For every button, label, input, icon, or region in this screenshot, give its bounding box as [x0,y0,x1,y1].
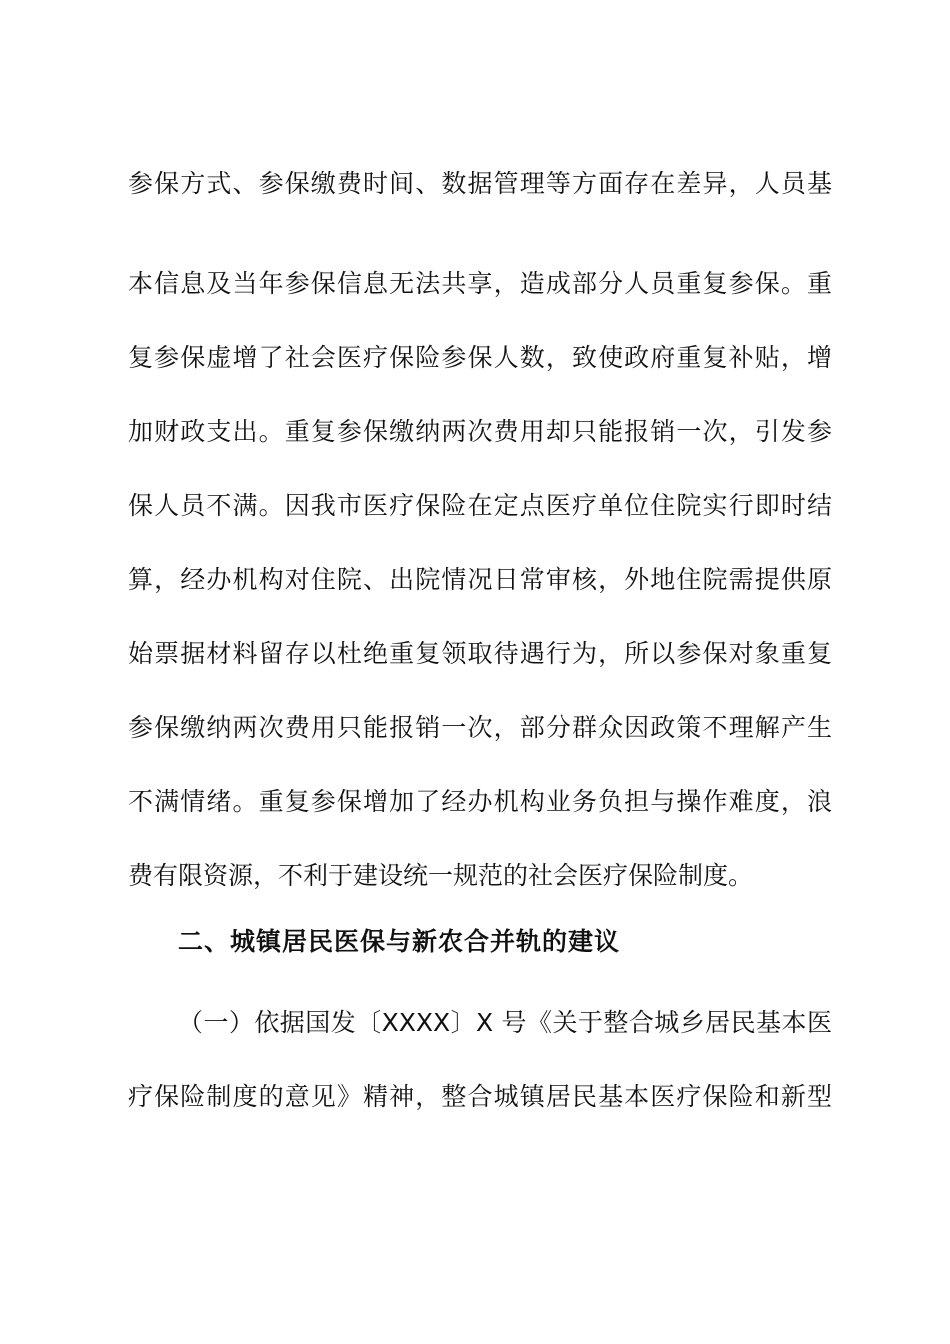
body-text-line: 保人员不满。因我市医疗保险在定点医疗单位住院实行即时结 [128,491,832,520]
body-text-line: 算，经办机构对住院、出院情况日常审核，外地住院需提供原 [128,565,832,594]
body-text-line: 参保缴纳两次费用只能报销一次，部分群众因政策不理解产生 [128,713,832,742]
body-text-line: 费有限资源，不利于建设统一规范的社会医疗保险制度。 [128,861,754,890]
body-text-line: （一）依据国发〔XXXX〕X 号《关于整合城乡居民基本医 [178,1008,832,1037]
section-heading: 二、城镇居民医保与新农合并轨的建议 [178,927,621,956]
body-text-line: 参保方式、参保缴费时间、数据管理等方面存在差异，人员基 [128,169,832,198]
body-text-line: 加财政支出。重复参保缴纳两次费用却只能报销一次，引发参 [128,417,832,446]
body-text-line: 本信息及当年参保信息无法共享，造成部分人员重复参保。重 [128,269,832,298]
body-text-line: 不满情绪。重复参保增加了经办机构业务负担与操作难度，浪 [128,787,832,816]
body-text-line: 复参保虚增了社会医疗保险参保人数，致使政府重复补贴，增 [128,343,832,372]
body-text-line: 始票据材料留存以杜绝重复领取待遇行为，所以参保对象重复 [128,639,832,668]
body-text-line: 疗保险制度的意见》精神，整合城镇居民基本医疗保险和新型 [128,1082,832,1111]
